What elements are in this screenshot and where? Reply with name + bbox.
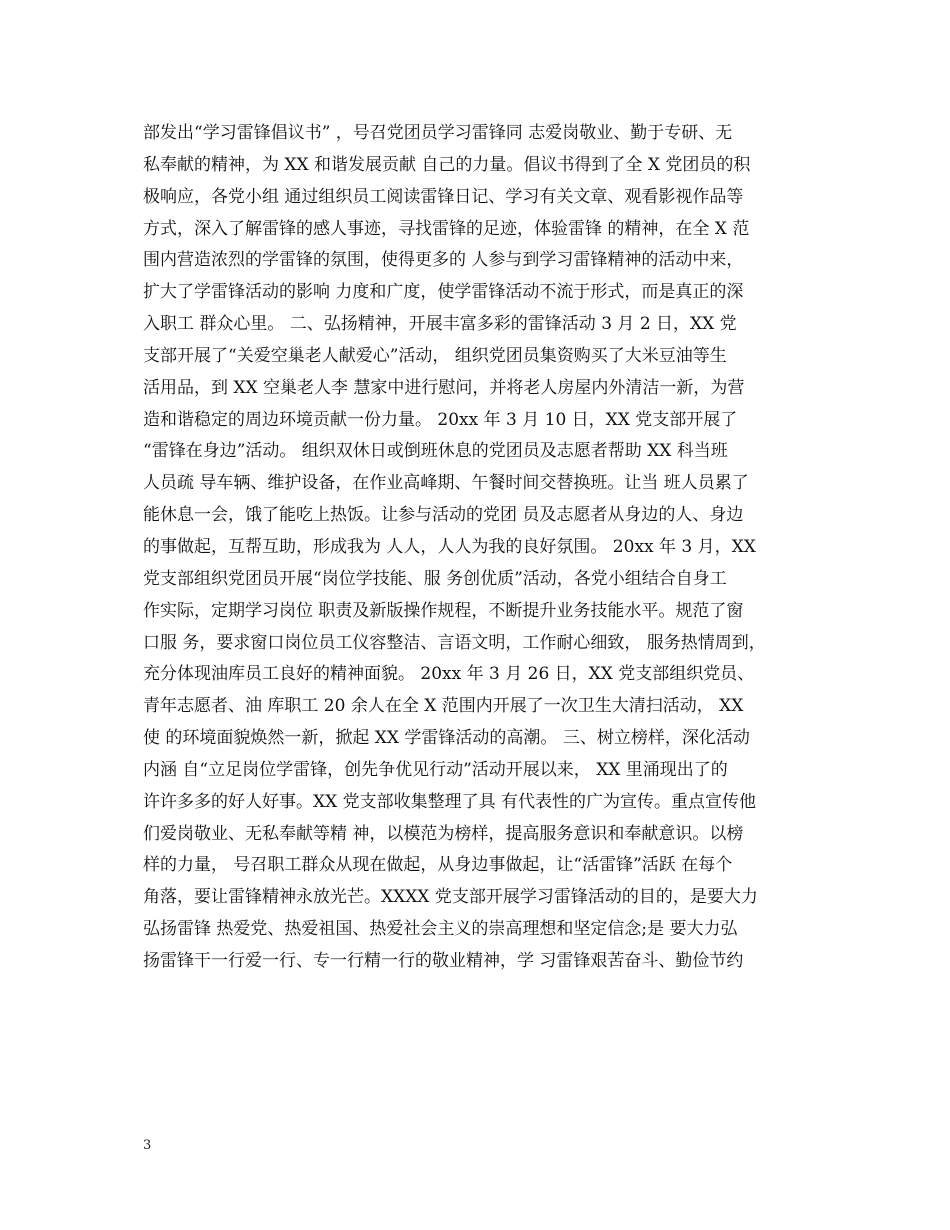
text-line: 口服 务，要求窗口岗位员工仪容整洁、言语文明，工作耐心细致， 服务热情周到， xyxy=(143,632,766,653)
text-line: 内涵 自“立足岗位学雷锋，创先争优见行动”活动开展以来， XX 里涌现出了的 xyxy=(143,759,728,780)
text-line: 部发出“学习雷锋倡议书” ，号召党团员学习雷锋同 志爱岗敬业、勤于专研、无 xyxy=(143,123,733,143)
text-line: 扩大了学雷锋活动的影响 力度和广度，使学雷锋活动不流于形式，而是真正的深 xyxy=(143,282,744,303)
text-line: 充分体现油库员工良好的精神面貌。 20xx 年 3 月 26 日，XX 党支部组织党员、 xyxy=(143,664,755,685)
text-line: 能休息一会，饿了能吃上热饭。让参与活动的党团 员及志愿者从身边的人、身边 xyxy=(143,505,744,526)
body-paragraph xyxy=(143,118,823,978)
page-number: 3 xyxy=(143,1138,152,1153)
text-line: 支部开展了“关爱空巢老人献爱心”活动， 组织党团员集资购买了大米豆油等生 xyxy=(143,345,727,366)
text-line: 弘扬雷锋 热爱党、热爱祖国、热爱社会主义的崇高理想和坚定信念;是 要大力弘 xyxy=(143,919,738,940)
text-line: 党支部组织党团员开展“岗位学技能、服 务创优质”活动，各党小组结合自身工 xyxy=(143,568,727,589)
text-line: 扬雷锋干一行爱一行、专一行精一行的敬业精神，学 习雷锋艰苦奋斗、勤俭节约 xyxy=(143,950,744,971)
text-line: 作实际，定期学习岗位 职责及新版操作规程，不断提升业务技能水平。规范了窗 xyxy=(143,600,744,621)
text-line: 人员疏 导车辆、维护设备，在作业高峰期、午餐时间交替换班。让当 班人员累了 xyxy=(143,473,749,494)
text-line: 使 的环境面貌焕然一新，掀起 XX 学雷锋活动的高潮。 三、树立榜样，深化活动 xyxy=(143,728,750,749)
text-line: 们爱岗敬业、无私奉献等精 神，以模范为榜样，提高服务意识和奉献意识。以榜 xyxy=(143,823,744,844)
text-line: 方式，深入了解雷锋的感人事迹，寻找雷锋的足迹，体验雷锋 的精神，在全 X 范 xyxy=(143,218,750,239)
text-line: 极响应，各党小组 通过组织员工阅读雷锋日记、学习有关文章、观看影视作品等 xyxy=(143,186,744,207)
text-line: 许许多多的好人好事。XX 党支部收集整理了具 有代表性的广为宣传。重点宣传他 xyxy=(143,791,757,812)
text-line: 角落，要让雷锋精神永放光芒。XXXX 党支部开展学习雷锋活动的目的，是要大力 xyxy=(143,887,758,908)
text-line: 造和谐稳定的周边环境贡献一份力量。 20xx 年 3 月 10 日，XX 党支部开展了 xyxy=(143,409,738,430)
text-line: 围内营造浓烈的学雷锋的氛围，使得更多的 人参与到学习雷锋精神的活动中来， xyxy=(143,250,744,271)
text-line: 入职工 群众心里。 二、弘扬精神，开展丰富多彩的雷锋活动 3 月 2 日，XX 党 xyxy=(143,314,737,335)
text-line: 活用品，到 XX 空巢老人李 慧家中进行慰问，并将老人房屋内外清洁一新，为营 xyxy=(143,377,745,398)
text-line: 私奉献的精神，为 XX 和谐发展贡献 自己的力量。倡议书得到了全 X 党团员的积 xyxy=(143,154,751,175)
text-line: 青年志愿者、油 库职工 20 余人在全 X 范围内开展了一次卫生大清扫活动， XX xyxy=(143,696,744,717)
text-line: “雷锋在身边”活动。 组织双休日或倒班休息的党团员及志愿者帮助 XX 科当班 xyxy=(143,441,728,462)
text-line: 样的力量， 号召职工群众从现在做起，从身边事做起，让“活雷锋”活跃 在每个 xyxy=(143,855,733,876)
text-line: 的事做起，互帮互助，形成我为 人人，人人为我的良好氛围。 20xx 年 3 月，XX xyxy=(143,536,756,557)
